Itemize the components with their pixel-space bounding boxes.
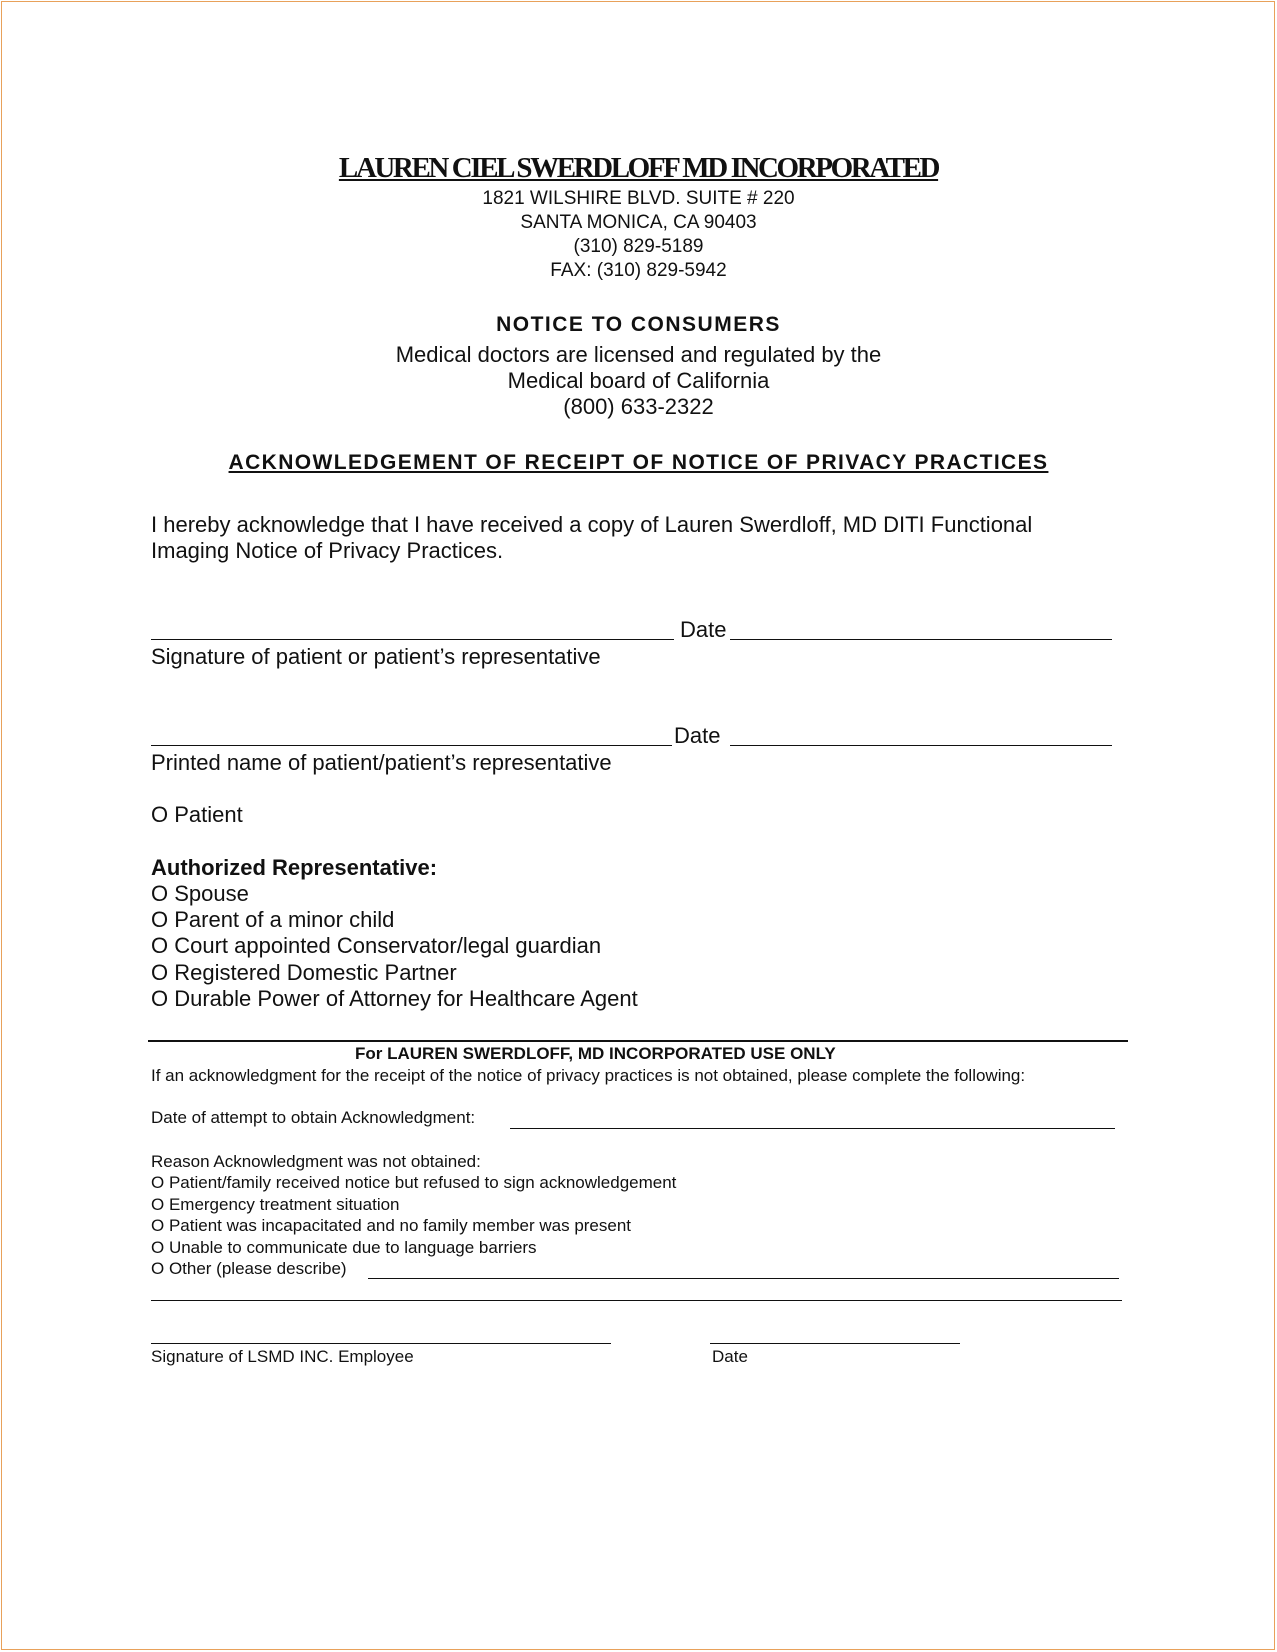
patient-option[interactable]: O Patient [151, 802, 243, 827]
option-parent-minor-child[interactable]: O Parent of a minor child [151, 907, 395, 932]
patient-signature-line[interactable] [151, 639, 674, 640]
employee-date-line[interactable] [710, 1343, 960, 1344]
option-conservator-guardian[interactable]: O Court appointed Conservator/legal guardian [151, 933, 602, 958]
notice-title: NOTICE TO CONSUMERS [496, 313, 781, 336]
printed-name-date-line[interactable] [730, 745, 1112, 746]
authorized-representative-heading: Authorized Representative: [151, 855, 438, 880]
notice-line-2: Medical board of California [507, 368, 770, 393]
office-phone: (310) 829-5189 [573, 236, 704, 257]
signature-date-line[interactable] [730, 639, 1112, 640]
option-spouse[interactable]: O Spouse [151, 881, 249, 906]
printed-name-line[interactable] [151, 745, 672, 746]
notice-line-1: Medical doctors are licensed and regulated by the [395, 342, 882, 367]
employee-signature-line[interactable] [151, 1343, 611, 1344]
acknowledgement-title: ACKNOWLEDGEMENT OF RECEIPT OF NOTICE OF PRIVACY PRACTICES [228, 451, 1049, 474]
office-fax: FAX: (310) 829-5942 [550, 260, 727, 281]
reason-other[interactable]: O Other (please describe) [151, 1259, 347, 1278]
address-line-2: SANTA MONICA, CA 90403 [520, 212, 757, 233]
printed-name-caption: Printed name of patient/patient’s representative [151, 750, 612, 775]
section-divider [148, 1040, 1128, 1042]
date-attempt-line[interactable] [510, 1128, 1115, 1129]
address-line-1: 1821 WILSHIRE BLVD. SUITE # 220 [482, 188, 795, 209]
date-label-2: Date [674, 723, 721, 748]
employee-signature-caption: Signature of LSMD INC. Employee [151, 1347, 414, 1366]
reason-language-barrier[interactable]: O Unable to communicate due to language barriers [151, 1238, 537, 1257]
board-phone: (800) 633-2322 [563, 394, 714, 419]
signature-caption: Signature of patient or patient’s representative [151, 644, 601, 669]
other-describe-line-2[interactable] [151, 1300, 1122, 1301]
office-use-heading: For LAUREN SWERDLOFF, MD INCORPORATED USE ONLY [355, 1044, 836, 1063]
option-domestic-partner[interactable]: O Registered Domestic Partner [151, 960, 457, 985]
date-label-1: Date [680, 617, 727, 642]
other-describe-line[interactable] [368, 1278, 1119, 1279]
reason-refused[interactable]: O Patient/family received notice but refused to sign acknowledgement [151, 1173, 677, 1192]
option-power-of-attorney[interactable]: O Durable Power of Attorney for Healthcare Agent [151, 986, 638, 1011]
employee-date-caption: Date [712, 1347, 748, 1366]
reason-incapacitated[interactable]: O Patient was incapacitated and no family member was present [151, 1216, 632, 1235]
reason-emergency[interactable]: O Emergency treatment situation [151, 1195, 400, 1214]
acknowledgement-text-2: Imaging Notice of Privacy Practices. [151, 538, 504, 563]
acknowledgement-text-1: I hereby acknowledge that I have received a copy of Lauren Swerdloff, MD DITI Functional [151, 512, 1033, 537]
reason-heading: Reason Acknowledgment was not obtained: [151, 1152, 481, 1171]
date-attempt-label: Date of attempt to obtain Acknowledgment: [151, 1108, 476, 1127]
company-name: LAUREN CIEL SWERDLOFF MD INCORPORATED [338, 152, 939, 184]
office-use-instructions: If an acknowledgment for the receipt of the notice of privacy practices is not obtained, please complete the following: [151, 1066, 1026, 1085]
